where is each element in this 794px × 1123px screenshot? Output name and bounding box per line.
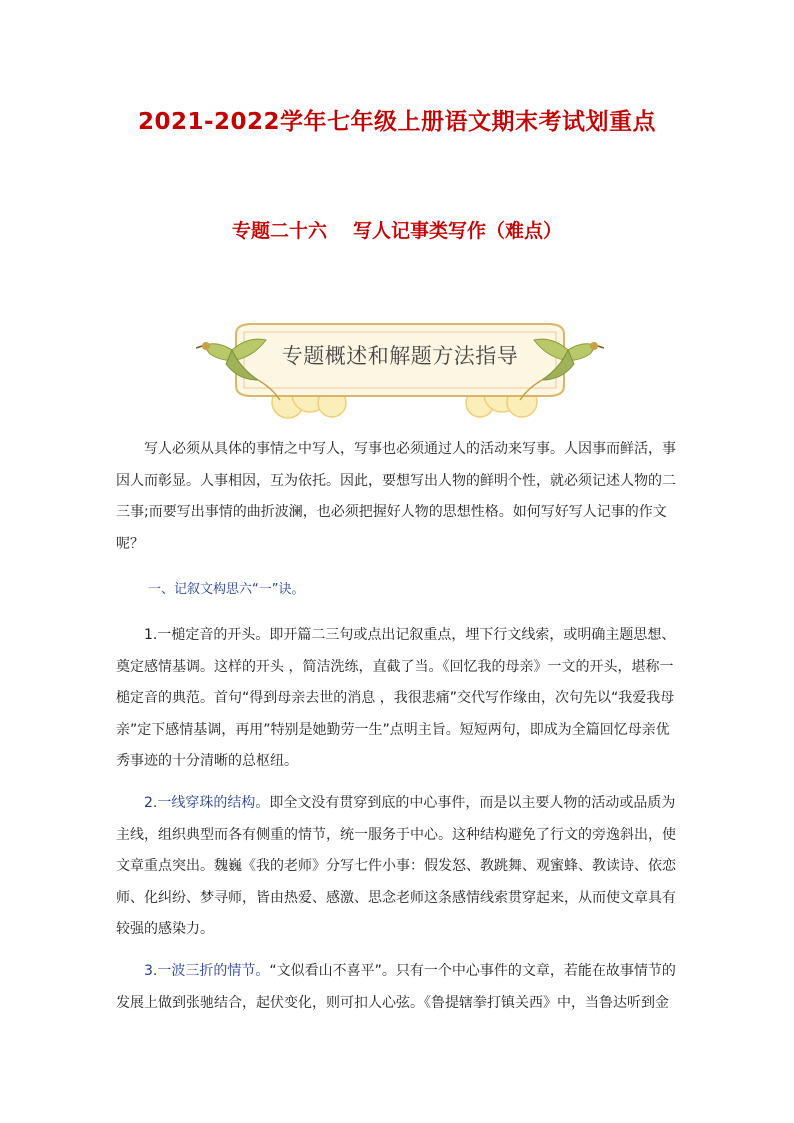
method-3-lead: 3.一波三折的情节。 <box>144 963 270 979</box>
section-banner <box>196 310 604 422</box>
subtitle-topic-name: 写人记事类写作（难点） <box>353 220 563 242</box>
method-2-text: 即全文没有贯穿到底的中心事件，而是以主要人物的活动或品质为主线，组织典型而各有侧重的情节，统一服务于中心。这种结构避免了行文的旁逸斜出，使文章重点突出。魏巍《我的老师》分写七件小事：假发怒、教跳舞、观蜜蜂、教读诗、依恋师、化纠纷、梦寻师，皆由热爱、感激、思念老师这条感情线索贯穿起来，从而使文章具有较强的感染力。 <box>116 795 676 937</box>
method-paragraph-1 <box>116 620 678 778</box>
page-title: 2021-2022学年七年级上册语文期末考试划重点 <box>137 109 657 135</box>
method-1-text: 即开篇二三句或点出记叙重点，埋下行文线索，或明确主题思想、奠定感情基调。这样的开头 ，简洁洗练，直截了当。《回忆我的母亲》一文的开头，堪称一槌定音的典范。首句“得到母亲去世的消息 ，我很悲痛”交代写作缘由，次句先以“我爱我母亲”定下感情基调，再用”特别是她勤劳一生”点明主旨。短短两句，即成为全篇回忆母亲优秀事迹的十分清晰的总枢纽。 <box>116 627 676 769</box>
topic-subtitle <box>0 216 794 243</box>
banner-title: 专题概述和解题方法指导 <box>281 344 519 368</box>
subtitle-topic-number: 专题二十六 <box>231 220 327 242</box>
method-2-lead: 2.一线穿珠的结构。 <box>144 795 270 811</box>
method-paragraph-3 <box>116 956 678 1019</box>
method-paragraph-2 <box>116 788 678 946</box>
intro-paragraph: 写人必须从具体的事情之中写人，写事也必须通过人的活动来写事。人因事而鲜活，事因人而彰显。人事相因，互为依托。因此，要想写出人物的鲜明个性，就必须记述人物的二三事;而要写出事情的曲折波澜，也必须把握好人物的思想性格。如何写好写人记事的作文呢？ <box>116 441 676 552</box>
section-heading: 一、记叙文构思六“一”诀。 <box>148 582 305 597</box>
method-3-text: “文似看山不喜平”。只有一个中心事件的文章，若能在故事情节的发展上做到张驰结合，起伏变化，则可扣人心弦。《鲁提辖拳打镇关西》中，当鲁达听到金 <box>116 963 676 1011</box>
method-1-lead: 1.一槌定音的开头。 <box>144 627 270 643</box>
